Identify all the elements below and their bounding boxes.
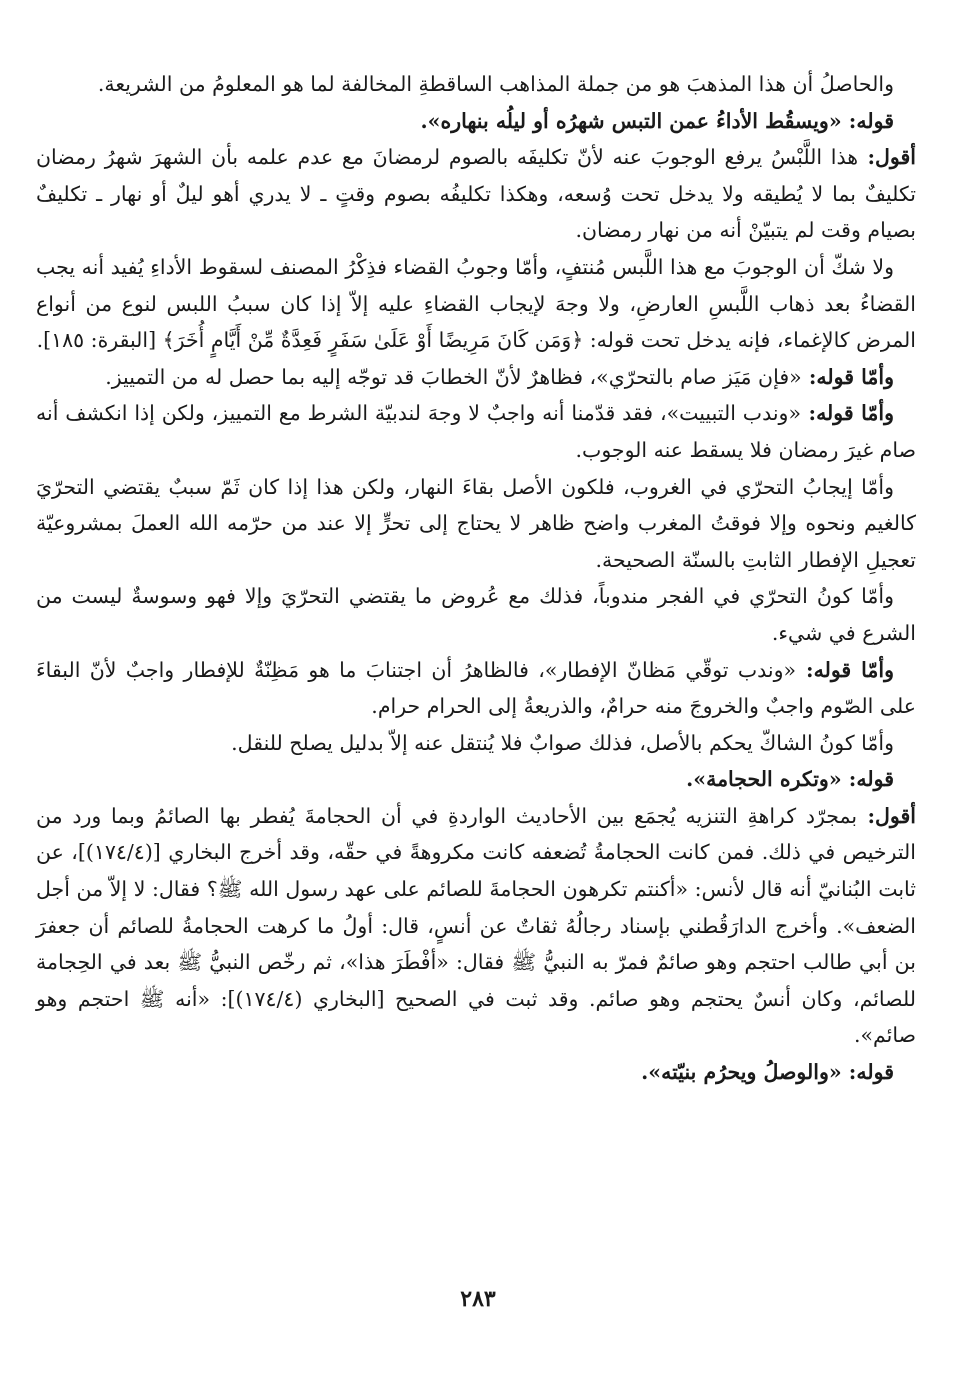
paragraph-text: «ويسقُط الأداءُ عمن التبس شهرُه أو ليلُه بنهاره». [420, 108, 842, 133]
paragraph-answer-cupping [36, 798, 916, 1054]
paragraph-text: وأمّا كونُ الشاكّ يحكم بالأصل، فذلك صوابٌ فلا يُنتقل عنه إلاّ بدليل يصلح للنقل. [231, 730, 894, 755]
paragraph-text: «وندب توقّي مَظانّ الإفطار»، فالظاهرُ أن اجتنابَ ما هو مَظِنّةٌ للإفطار واجبٌ لأنّ البقاءَ على الصّوم واجبٌ والخروجَ منه حرامٌ، والذريعةُ إلى الحرام حرام. [36, 657, 916, 719]
paragraph-lead: أقول: [857, 803, 917, 828]
paragraph-lead: قوله: [841, 108, 894, 133]
paragraph-text: بمجرّد كراهةِ التنزيه يُجمَع بين الأحاديث الواردةِ في أن الحجامةَ يُفطر بها الصائمُ وبما ورد من الترخيص في ذلك. فمن كانت الحجامةُ تُضعفه كانت مكروهةً في حقّه، وقد أخرج البخاري [(١٧٤/٤)]، عن ثابت البُنانيّ أنه قال لأنس: «أكنتم تكرهون الحجامةَ للصائم على عهد رسول الله ﷺ؟ فقال: لا إلاّ من أجل الضعف». وأخرج الدارَقُطني بإسناد رجالُهُ ثقاتٌ عن أنسٍ، قال: أولُ ما كرهت الحجامةُ للصائم أن جعفرَ بن أبي طالب احتجم وهو صائمٌ فمرّ به النبيُّ ﷺ فقال: «أفْطَرَ هذا»، ثم رخّص النبيُّ ﷺ بعد في الحِجامة للصائم، وكان أنسٌ يحتجم وهو صائم. وقد ثبت في الصحيح [البخاري (١٧٤/٤)]: «أنه ﷺ احتجم وهو صائم». [36, 803, 916, 1048]
paragraph-lead: قوله: [841, 1060, 894, 1085]
paragraph-intention [36, 395, 916, 468]
paragraph-makeup [36, 249, 916, 359]
paragraph-text: وأمّا كونُ التحرّي في الفجر مندوباً، فذلك مع عُروض ما يقتضي التحرّيَ وإلا فهو وسوسةٌ ليست من الشرع في شيء. [36, 584, 916, 645]
paragraph-quote-continuous-fast [36, 1054, 916, 1091]
paragraph-text: ولا شكّ أن الوجوبَ مع هذا اللَّبس مُنتفٍ، وأمّا وجوبُ القضاء فذِكْرُ المصنف لسقوط الأداءِ يُفيد أنه يجب القضاءُ بعد ذهاب اللَّبسِ العارضِ، ولا وجهَ لإيجاب القضاءِ عليه إلاّ إذا كان سببُ اللبس لنوع من أنواع المرض كالإغماء، فإنه يدخل تحت قوله: ﴿وَمَن كَانَ مَرِيضًا أَوْ عَلَىٰ سَفَرٍ فَعِدَّةٌ مِّنْ أَيَّامٍ أُخَرَ﴾ [البقرة: ١٨٥]. [36, 254, 916, 353]
paragraph-conclusion [36, 66, 916, 103]
paragraph-sunset [36, 469, 916, 579]
paragraph-avoidance [36, 652, 916, 725]
page-number: ٢٨٣ [460, 1286, 496, 1312]
paragraph-text: «والوصلُ ويحرُم بنيّته». [641, 1060, 842, 1085]
paragraph-text: «وندب التبييت»، فقد قدّمنا أنه واجبٌ لا وجهَ لندبيّة الشرط مع التمييز، ولكن إذا انكشف أنه صام غيرَ رمضان فلا يسقط عنه الوجوب. [36, 401, 916, 462]
paragraph-lead: وأمّا قوله: [796, 657, 894, 682]
paragraph-answer-confusion [36, 139, 916, 249]
page-body [36, 66, 916, 1091]
paragraph-lead: أقول: [858, 145, 916, 170]
paragraph-text: وأمّا إيجابُ التحرّي في الغروب، فلكون الأصل بقاءَ النهار، ولكن هذا إذا كان ثَمّ سببٌ يقتضي التحرّيَ كالغيم ونحوه وإلا فوقتُ المغرب واضح ظاهر لا يحتاج إلى تحرٍّ إلا عند من حرّمه الله العملَ بمشروعيّة تعجيلِ الإفطار الثابتِ بالسنّة الصحيحة. [36, 474, 916, 572]
paragraph-dawn [36, 578, 916, 651]
paragraph-discernment [36, 359, 916, 396]
paragraph-doubt [36, 725, 916, 762]
paragraph-lead: قوله: [841, 767, 894, 792]
paragraph-text: هذا اللَّبْسُ يرفع الوجوبَ عنه لأنّ تكليفَه بالصوم لرمضانَ مع عدم علمه بأن الشهرَ شهرُ رمضان تكليفٌ بما لا يُطيقه ولا يدخل تحت وُسعه، وهكذا تكليفُه بصوم وقتٍ ـ لا يدري أهو ليلٌ أو نهار ـ تكليفٌ بصيام وقت لم يتبيّنْ أنه من نهار رمضان. [36, 145, 916, 243]
paragraph-text: «فإن مَيَز صام بالتحرّي»، فظاهرٌ لأنّ الخطابَ قد توجّه إليه بما حصل له من التمييز. [105, 364, 802, 389]
paragraph-quote-cupping [36, 761, 916, 798]
paragraph-lead: وأمّا قوله: [801, 401, 894, 426]
paragraph-text: والحاصلُ أن هذا المذهبَ هو من جملة المذاهب الساقطةِ المخالفة لما هو المعلومُ من الشريعة. [97, 72, 894, 96]
paragraph-lead: وأمّا قوله: [801, 364, 894, 389]
paragraph-text: «وتكره الحجامة». [686, 767, 842, 792]
paragraph-quote-confusion [36, 103, 916, 140]
